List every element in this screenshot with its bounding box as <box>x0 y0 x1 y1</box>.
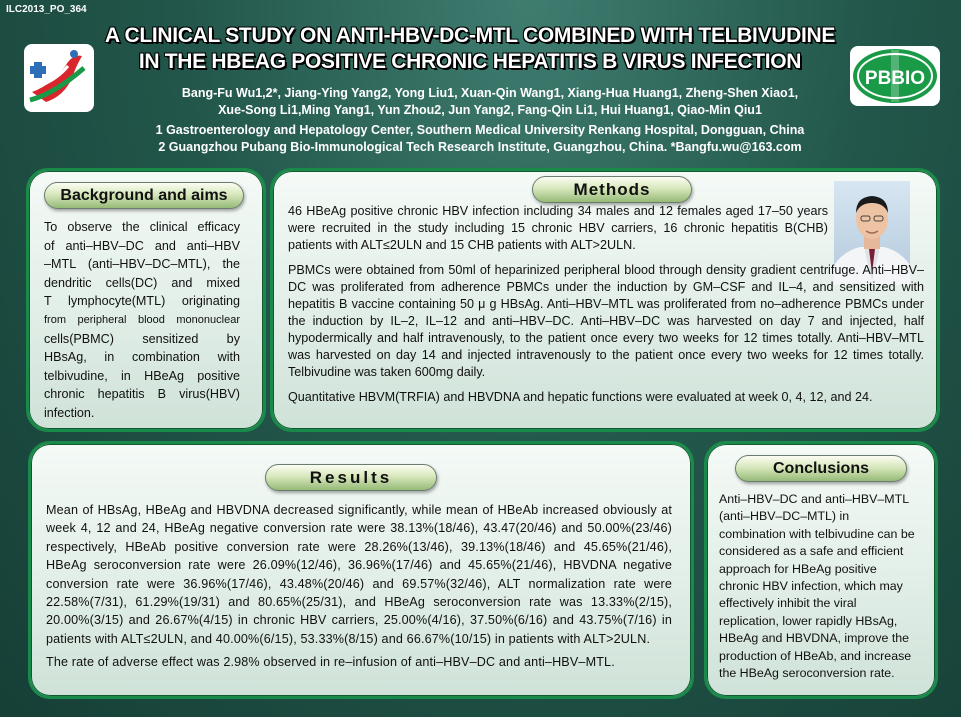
background-line: chronic hepatitis B virus(HBV) <box>44 387 240 402</box>
methods-text <box>288 203 828 254</box>
background-line: from peripheral blood mononuclear <box>44 313 240 326</box>
background-line: infection. <box>44 405 95 420</box>
background-line: HBsAg, in combination with <box>44 350 240 365</box>
authors-line1: Bang-Fu Wu1,2*, Jiang-Ying Yang2, Yong Liu1, Xuan-Qin Wang1, Xiang-Hua Huang1, Zheng-Shen Xiao1, <box>181 86 799 100</box>
background-line: –MTL (anti–HBV–DC–MTL), the <box>44 257 240 272</box>
affiliation-2: 2 Guangzhou Pubang Bio-Immunological Tech Research Institute, Guangzhou, China. *Bangfu.wu@163.com <box>158 140 802 154</box>
hospital-logo <box>24 44 94 112</box>
methods-text-2 <box>288 262 924 406</box>
background-line: telbivudine, in HBeAg positive <box>44 368 240 383</box>
conclusions-heading: Conclusions <box>735 455 907 482</box>
conclusions-paragraph: Anti–HBV–DC and anti–HBV–MTL (anti–HBV–DC–MTL) in combination with telbivudine can be considered as a safe and efficient approach for HBeAg positive chronic HBV infection, which may effectively inhibit the viral replication, lower rapidly HBsAg, HBeAg and HBVDNA, improve the production of HBeAb, and increase the HBeAg seroconversion rate. <box>719 492 915 681</box>
conclusions-text <box>719 491 919 682</box>
background-line: cells(PBMC) sensitized by <box>44 331 240 346</box>
background-line: of anti–HBV–DC and anti–HBV <box>44 238 240 253</box>
background-line: T lymphocyte(MTL) originating <box>44 294 240 309</box>
poster-title-line2: IN THE HBEAG POSITIVE CHRONIC HEPATITIS B VIRUS INFECTION <box>138 50 802 73</box>
background-line: dendritic cells(DC) and mixed <box>44 275 240 290</box>
methods-paragraph-2: PBMCs were obtained from 50ml of heparinized peripheral blood through density gradient centrifuge. Anti–HBV–DC was proliferated from adherence PBMCs under the induction by GM–CSF and IL–4, and sensitized with hepatitis B vaccine containing 50 μ g HBsAg. Anti–HBV–MTL was proliferated from no–adherence PBMCs under the induction by IL–2, IL–12 and anti–HBV–DC. Anti–HBV–DC was harvested on day 7 and injected, half hypodermically and half intravenously, to the patient once every two weeks for 12 times totally. Anti–HBV–MTL was harvested on day 14 and injected intravenously to the patient once every two weeks for 12 times totally. Telbivudine was taken 600mg daily. <box>288 263 924 379</box>
results-text <box>46 501 672 672</box>
affiliation-1: 1 Gastroenterology and Hepatology Center, Southern Medical University Renkang Hospital, Dongguan, China <box>155 123 805 137</box>
methods-paragraph-3: Quantitative HBVM(TRFIA) and HBVDNA and hepatic functions were evaluated at week 0, 4, 12, and 24. <box>288 390 873 404</box>
pbbio-logo <box>850 46 940 106</box>
results-heading: Results <box>265 464 437 491</box>
methods-paragraph-1: 46 HBeAg positive chronic HBV infection including 34 males and 12 females aged 17–50 years were recruited in the study including 15 chronic HBV carriers, 16 chronic hepatitis B(CHB) patients with ALT≤2ULN and 15 CHB patients with ALT>2ULN. <box>288 204 828 252</box>
background-text <box>44 218 240 423</box>
poster-id: ILC2013_PO_364 <box>6 4 87 15</box>
results-paragraph-1: Mean of HBsAg, HBeAg and HBVDNA decreased significantly, while mean of HBeAb increased obviously at week 4, 12 and 24, HBeAg negative conversion rate were 38.13%(18/46), 43.47(20/46) and 50.00%(23/46) respectively, HBeAb positive conversion rate were 28.26%(13/46), 39.13%(18/46) and 45.65%(21/46), HBeAg seroconversion rate were 26.09%(12/46), 36.96%(17/46) and 45.65%(21/46), HBVDNA negative conversion rate were 36.96%(17/46), 43.48%(20/46) and 69.57%(32/46), ALT normalization rate were 22.58%(7/31), 61.29%(19/31) and 80.65%(25/31), and HBeAg seroconversion rate was 13.33%(2/15), 20.00%(3/15) and 26.67%(4/15) in chronic HBV carriers, 25.00%(4/16), 37.50%(6/16) and 43.75%(7/16) in patients with ALT≤2ULN, and 40.00%(6/15), 53.33%(8/15) and 66.67%(10/15) in patients with ALT>2ULN. <box>46 503 672 646</box>
poster-title-line1: A CLINICAL STUDY ON ANTI-HBV-DC-MTL COMBINED WITH TELBIVUDINE <box>104 24 836 47</box>
background-line: To observe the clinical efficacy <box>44 220 240 234</box>
authors-line2: Xue-Song Li1,Ming Yang1, Yun Zhou2, Jun Yang2, Fang-Qin Li1, Hui Huang1, Qiao-Min Qiu1 <box>218 103 762 117</box>
results-paragraph-2: The rate of adverse effect was 2.98% observed in re–infusion of anti–HBV–DC and anti–HBV–MTL. <box>46 655 615 670</box>
methods-heading: Methods <box>532 176 692 203</box>
background-heading: Background and aims <box>44 182 244 209</box>
pbbio-logo-text: PBBIO <box>864 68 926 89</box>
